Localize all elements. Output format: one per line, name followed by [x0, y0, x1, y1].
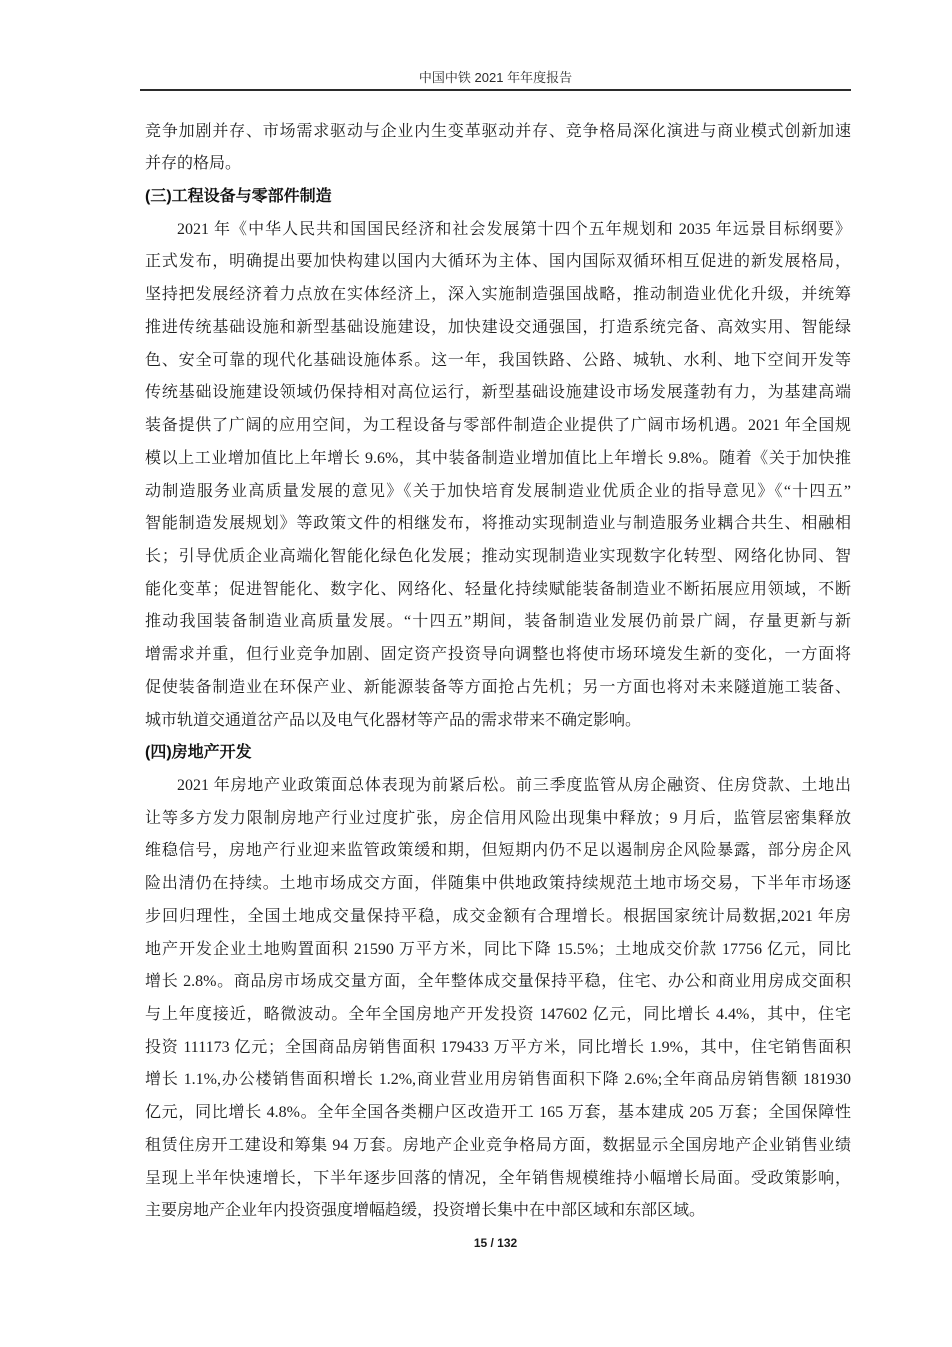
paragraph-line: 增需求并重，但行业竞争加剧、固定资产投资导向调整也将使市场环境发生新的变化，一方面将	[145, 646, 851, 664]
paragraph-line: 正式发布，明确提出要加快构建以国内大循环为主体、国内国际双循环相互促进的新发展格局，	[145, 253, 851, 271]
paragraph-line: 与上年度接近，略微波动。全年全国房地产开发投资 147602 亿元，同比增长 4.4%，其中，住宅	[145, 1006, 851, 1023]
paragraph-line: 险出清仍在持续。土地市场成交方面，伴随集中供地政策持续规范土地市场交易，下半年市场逐	[145, 875, 851, 893]
document-body	[145, 116, 851, 1228]
paragraph-line: 地产开发企业土地购置面积 21590 万平方米，同比下降 15.5%；土地成交价款 17756 亿元，同比	[145, 940, 851, 958]
section-heading: (四)房地产开发	[145, 744, 252, 762]
paragraph-line: 呈现上半年快速增长，下半年逐步回落的情况，全年销售规模维持小幅增长局面。受政策影响，	[145, 1169, 851, 1187]
paragraph-line: 传统基础设施建设领域仍保持相对高位运行，新型基础设施建设市场发展蓬勃有力，为基建高端	[145, 384, 851, 402]
paragraph-line: 动制造服务业高质量发展的意见》《关于加快培育发展制造业优质企业的指导意见》《“十四五”	[145, 482, 851, 500]
paragraph-line: 并存的格局。	[145, 155, 242, 173]
section-equipment-manufacturing	[145, 181, 851, 737]
section-heading: (三)工程设备与零部件制造	[145, 188, 332, 206]
paragraph-line: 让等多方发力限制房地产行业过度扩张，房企信用风险出现集中释放；9 月后，监管层密集释放	[145, 809, 851, 827]
paragraph-line: 维稳信号，房地产行业迎来监管政策缓和期，但短期内仍不足以遏制房企风险暴露，部分房企风	[145, 842, 851, 860]
paragraph-line: 城市轨道交通道岔产品以及电气化器材等产品的需求带来不确定影响。	[145, 711, 642, 729]
paragraph-line: 能化变革；促进智能化、数字化、网络化、轻量化持续赋能装备制造业不断拓展应用领域，不断	[145, 580, 851, 598]
section-real-estate	[145, 737, 851, 1228]
paragraph	[145, 770, 851, 1228]
paragraph	[145, 214, 851, 738]
paragraph-line: 增长 2.8%。商品房市场成交量方面，全年整体成交量保持平稳，住宅、办公和商业用房成交面积	[145, 973, 851, 991]
header-divider	[140, 89, 851, 91]
paragraph-line: 2021 年《中华人民共和国国民经济和社会发展第十四个五年规划和 2035 年远景目标纲要》	[177, 220, 851, 238]
paragraph-line: 竞争加剧并存、市场需求驱动与企业内生变革驱动并存、竞争格局深化演进与商业模式创新加速	[145, 122, 851, 140]
paragraph-line: 投资 111173 亿元；全国商品房销售面积 179433 万平方米，同比增长 1.9%，其中，住宅销售面积	[145, 1038, 851, 1056]
paragraph-line: 坚持把发展经济着力点放在实体经济上，深入实施制造强国战略，推动制造业优化升级，并统筹	[145, 286, 851, 304]
paragraph-line: 租赁住房开工建设和筹集 94 万套。房地产企业竞争格局方面，数据显示全国房地产企业销售业绩	[145, 1136, 851, 1154]
paragraph-line: 2021 年房地产业政策面总体表现为前紧后松。前三季度监管从房企融资、住房贷款、土地出	[177, 776, 851, 794]
page-number: 15 / 132	[473, 1236, 518, 1250]
paragraph-line: 装备提供了广阔的应用空间，为工程设备与零部件制造企业提供了广阔市场机遇。2021 年全国规	[145, 417, 851, 435]
intro-paragraph	[145, 116, 851, 181]
paragraph-line: 模以上工业增加值比上年增长 9.6%，其中装备制造业增加值比上年增长 9.8%。随着《关于加快推	[145, 449, 851, 467]
paragraph-line: 增长 1.1%,办公楼销售面积增长 1.2%,商业营业用房销售面积下降 2.6%;全年商品房销售额 181930	[145, 1071, 851, 1089]
paragraph-line: 推动我国装备制造业高质量发展。“十四五”期间，装备制造业发展仍前景广阔，存量更新与新	[145, 613, 851, 631]
paragraph-line: 亿元，同比增长 4.8%。全年全国各类棚户区改造开工 165 万套，基本建成 205 万套；全国保障性	[145, 1104, 851, 1122]
paragraph-line: 步回归理性，全国土地成交量保持平稳，成交金额有合理增长。根据国家统计局数据,2021 年房	[145, 907, 851, 925]
paragraph-line: 智能制造发展规划》等政策文件的相继发布，将推动实现制造业与制造服务业耦合共生、相融相	[145, 515, 851, 533]
paragraph-line: 色、安全可靠的现代化基础设施体系。这一年，我国铁路、公路、城轨、水利、地下空间开发等	[145, 351, 851, 369]
paragraph-line: 主要房地产企业年内投资强度增幅趋缓，投资增长集中在中部区域和东部区域。	[145, 1202, 706, 1220]
running-header: 中国中铁 2021 年年度报告	[418, 70, 573, 85]
paragraph-line: 推进传统基础设施和新型基础设施建设，加快建设交通强国，打造系统完备、高效实用、智能绿	[145, 318, 851, 336]
paragraph-line: 促使装备制造业在环保产业、新能源装备等方面抢占先机；另一方面也将对未来隧道施工装备、	[145, 678, 851, 696]
paragraph-line: 长；引导优质企业高端化智能化绿色化发展；推动实现制造业实现数字化转型、网络化协同、智	[145, 547, 851, 565]
